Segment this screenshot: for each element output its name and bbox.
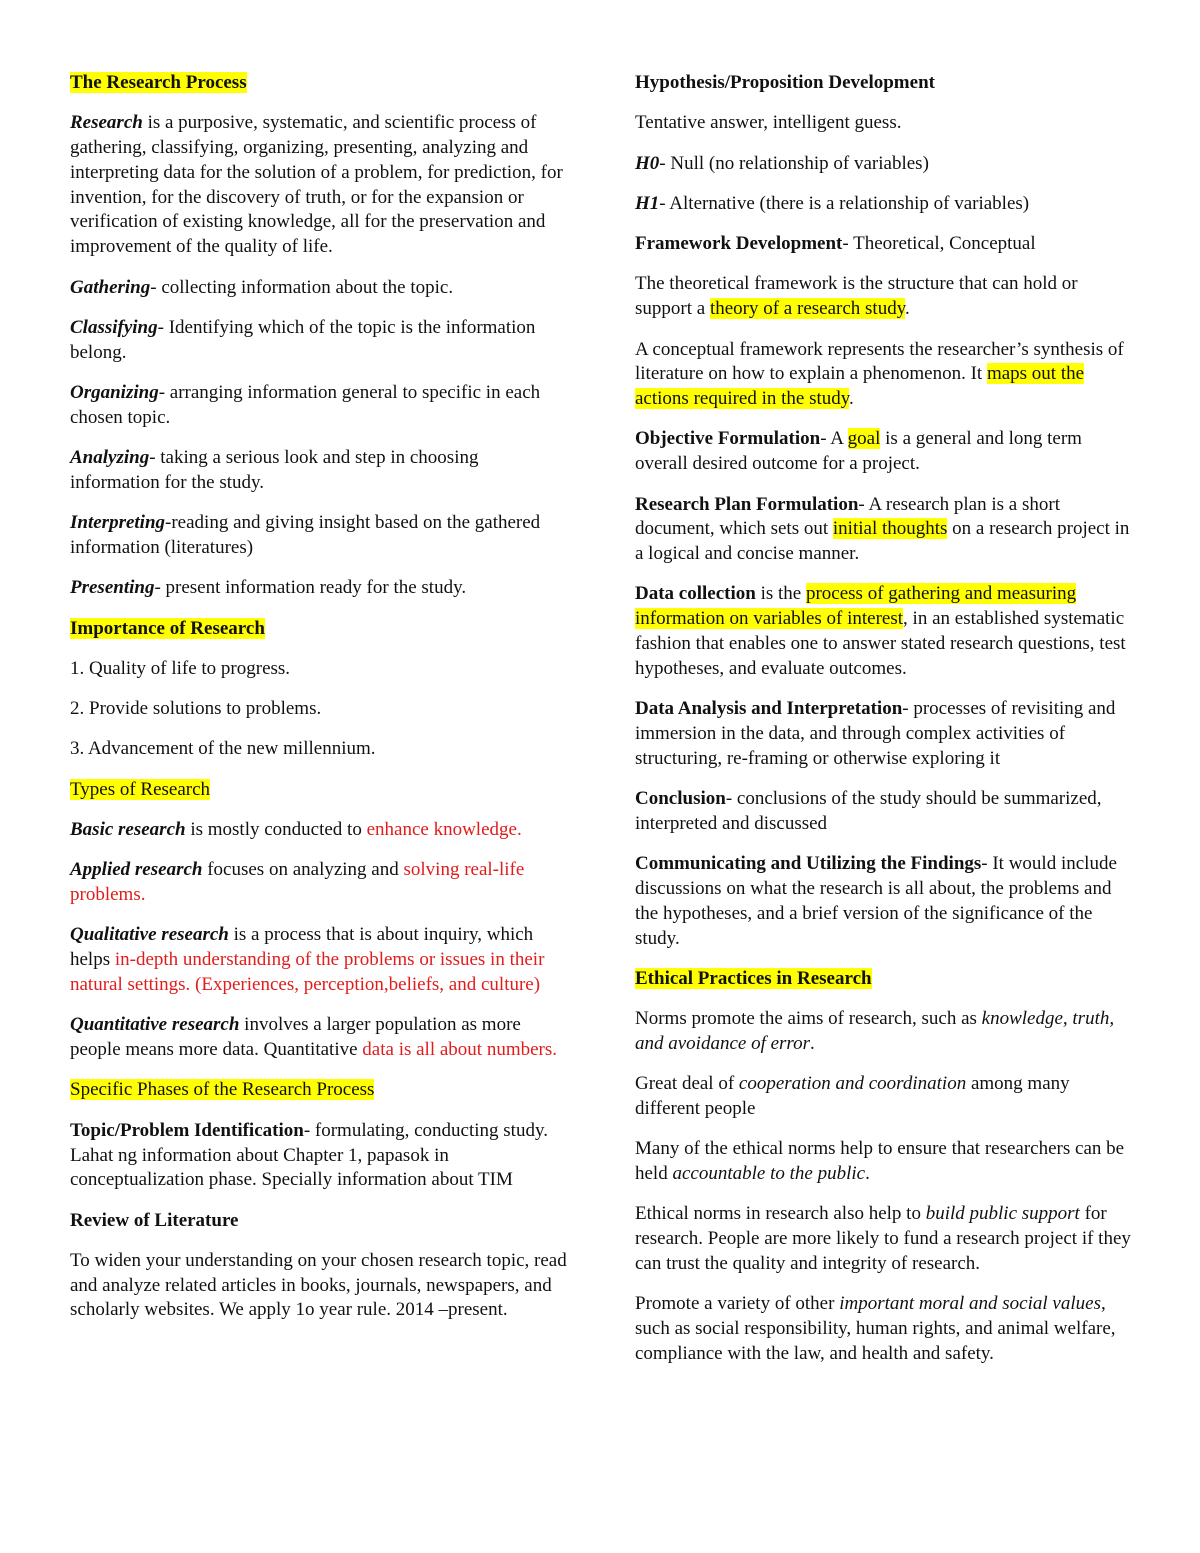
data-analysis: Data Analysis and Interpretation- processes of revisiting and immersion in the data, and through complex activities of structuring, re-framing or otherwise exploring it bbox=[635, 698, 1116, 769]
step-interpreting: Interpreting-reading and giving insight based on the gathered information (literatures) bbox=[70, 512, 541, 558]
ethics-norms: Norms promote the aims of research, such as knowledge, truth, and avoidance of error. bbox=[635, 1008, 1115, 1054]
step-presenting: Presenting- present information ready for the study. bbox=[70, 577, 467, 599]
left-column bbox=[70, 71, 570, 1339]
framework-development: Framework Development- Theoretical, Conceptual bbox=[635, 233, 1036, 255]
review-of-literature-text: To widen your understanding on your chosen research topic, read and analyze related articles in books, journals, newspapers, and scholarly websites. We apply 1o year rule. 2014 –present. bbox=[70, 1249, 567, 1321]
conceptual-framework: A conceptual framework represents the researcher’s synthesis of literature on how to explain a phenomenon. It maps out the actions required in the study. bbox=[635, 338, 1124, 410]
type-applied-research: Applied research focuses on analyzing and solving real-life problems. bbox=[70, 859, 525, 906]
section-heading-phases: Specific Phases of the Research Process bbox=[70, 1079, 375, 1101]
review-of-literature-heading: Review of Literature bbox=[70, 1209, 239, 1231]
data-collection: Data collection is the process of gathering and measuring information on variables of interest, in an established systematic fashion that enables one to answer stated research questions, test hypotheses, and evaluate outcomes. bbox=[635, 583, 1126, 679]
type-qualitative-research: Qualitative research is a process that is about inquiry, which helps in-depth understanding of the problems or issues in their natural settings. (Experiences, perception,beliefs, and culture) bbox=[70, 924, 545, 996]
null-hypothesis: H0- Null (no relationship of variables) bbox=[635, 152, 929, 174]
communicating-findings: Communicating and Utilizing the Findings- It would include discussions on what the research is all about, the problems and the hypotheses, and a brief version of the significance of the study. bbox=[635, 853, 1117, 949]
objective-formulation: Objective Formulation- A goal is a general and long term overall desired outcome for a project. bbox=[635, 428, 1082, 475]
ethics-public-support: Ethical norms in research also help to build public support for research. People are more likely to fund a research project if they can trust the quality and integrity of research. bbox=[635, 1203, 1131, 1274]
ethics-values: Promote a variety of other important moral and social values, such as social responsibility, human rights, and animal welfare, compliance with the law, and health and safety. bbox=[635, 1293, 1116, 1364]
research-definition: Research is a purposive, systematic, and scientific process of gathering, classifying, organizing, presenting, analyzing and interpreting data for the solution of a problem, for prediction, for invention, for the discovery of truth, or for the expansion or verification of existing knowledge, all for the preservation and improvement of the quality of life. bbox=[70, 112, 563, 258]
alternative-hypothesis: H1- Alternative (there is a relationship of variables) bbox=[635, 192, 1030, 214]
ethics-cooperation: Great deal of cooperation and coordination among many different people bbox=[635, 1073, 1070, 1119]
importance-item: 3. Advancement of the new millennium. bbox=[70, 738, 376, 760]
section-heading-importance: Importance of Research bbox=[70, 617, 265, 639]
right-column bbox=[635, 71, 1135, 1382]
section-heading-ethics: Ethical Practices in Research bbox=[635, 967, 872, 989]
hypothesis-heading: Hypothesis/Proposition Development bbox=[635, 72, 935, 93]
section-heading-types: Types of Research bbox=[70, 778, 211, 800]
step-gathering: Gathering- collecting information about the topic. bbox=[70, 276, 454, 298]
importance-item: 1. Quality of life to progress. bbox=[70, 657, 291, 679]
ethics-accountable: Many of the ethical norms help to ensure that researchers can be held accountable to the public. bbox=[635, 1138, 1125, 1185]
step-classifying: Classifying- Identifying which of the topic is the information belong. bbox=[70, 316, 536, 363]
type-quantitative-research: Quantitative research involves a larger population as more people means more data. Quantitative data is all about numbers. bbox=[70, 1014, 558, 1061]
type-basic-research: Basic research is mostly conducted to enhance knowledge. bbox=[70, 819, 522, 841]
section-heading-research-process: The Research Process bbox=[70, 72, 247, 93]
hypothesis-text: Tentative answer, intelligent guess. bbox=[635, 112, 902, 134]
importance-item: 2. Provide solutions to problems. bbox=[70, 698, 322, 720]
conclusion: Conclusion- conclusions of the study should be summarized, interpreted and discussed bbox=[635, 788, 1102, 834]
theoretical-framework: The theoretical framework is the structure that can hold or support a theory of a research study. bbox=[635, 273, 1078, 320]
step-analyzing: Analyzing- taking a serious look and step in choosing information for the study. bbox=[70, 447, 479, 493]
step-organizing: Organizing- arranging information general to specific in each chosen topic. bbox=[70, 381, 541, 428]
research-plan-formulation: Research Plan Formulation- A research plan is a short document, which sets out initial thoughts on a research project in a logical and concise manner. bbox=[635, 493, 1130, 565]
phase-topic-identification: Topic/Problem Identification- formulating, conducting study. Lahat ng information about Chapter 1, papasok in conceptualization phase. Specially information about TIM bbox=[70, 1119, 548, 1191]
